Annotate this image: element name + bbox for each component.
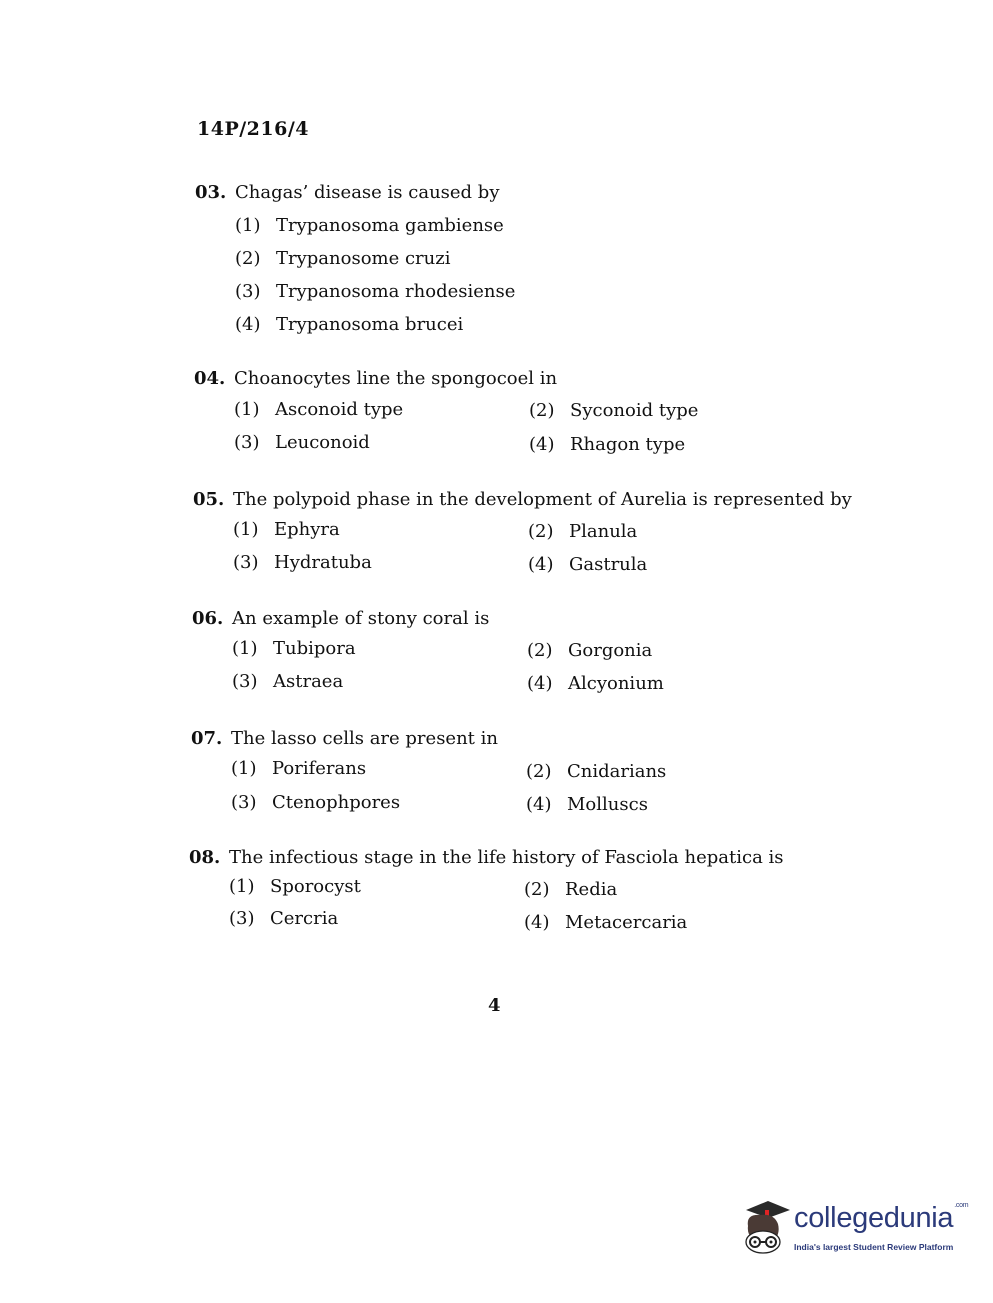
option-2[interactable]: [527, 640, 652, 661]
option-number: (3): [235, 281, 261, 302]
option-text: Sporocyst: [270, 876, 361, 897]
option-number: (1): [232, 638, 258, 659]
question-number: 07.: [191, 728, 223, 749]
question-text: The polypoid phase in the development of Aurelia is represented by: [233, 489, 852, 510]
option-1[interactable]: [231, 758, 366, 779]
question-07: [191, 728, 667, 819]
option-text: Leuconoid: [275, 432, 370, 453]
option-text: Trypanosoma gambiense: [276, 215, 504, 236]
option-number: (3): [233, 552, 259, 573]
question-06: [192, 608, 664, 699]
option-2[interactable]: [526, 761, 666, 782]
page-number: 4: [488, 995, 501, 1016]
option-3[interactable]: [232, 671, 343, 692]
option-1[interactable]: [233, 519, 340, 540]
option-text: Redia: [565, 879, 618, 900]
option-text: Molluscs: [567, 794, 648, 815]
option-text: Astraea: [273, 671, 344, 692]
option-1[interactable]: [232, 638, 356, 659]
option-2[interactable]: [235, 248, 451, 269]
question-text: Chagas’ disease is caused by: [235, 182, 500, 203]
option-text: Cercria: [270, 908, 339, 929]
option-text: Cnidarians: [567, 761, 667, 782]
option-number: (2): [235, 248, 261, 269]
question-number: 03.: [195, 182, 227, 203]
option-1[interactable]: [234, 399, 403, 420]
option-number: (4): [529, 434, 555, 455]
option-number: (4): [524, 912, 550, 933]
option-text: Hydratuba: [274, 552, 372, 573]
option-number: (4): [528, 554, 554, 575]
option-number: (2): [528, 521, 554, 542]
option-number: (4): [526, 794, 552, 815]
option-number: (2): [526, 761, 552, 782]
option-text: Rhagon type: [570, 434, 686, 455]
option-number: (2): [529, 400, 555, 421]
question-03: [195, 182, 516, 335]
option-4[interactable]: [235, 314, 463, 335]
option-2[interactable]: [528, 521, 637, 542]
question-text: Choanocytes line the spongocoel in: [234, 368, 558, 389]
mascot-icon: [738, 1198, 794, 1258]
option-1[interactable]: [229, 876, 361, 897]
option-number: (3): [234, 432, 260, 453]
question-05: [193, 489, 852, 580]
option-4[interactable]: [524, 912, 687, 933]
logo-domain-suffix: .com: [954, 1202, 969, 1209]
option-text: Alcyonium: [568, 673, 664, 694]
option-text: Ephyra: [274, 519, 340, 540]
option-text: Syconoid type: [570, 400, 699, 421]
option-4[interactable]: [526, 794, 648, 815]
question-number: 08.: [189, 847, 221, 868]
option-3[interactable]: [233, 552, 372, 573]
collegedunia-logo[interactable]: [738, 1198, 968, 1258]
option-text: Ctenophpores: [272, 792, 401, 813]
question-08: [189, 847, 784, 938]
option-3[interactable]: [229, 908, 338, 929]
question-number: 06.: [192, 608, 224, 629]
question-text: An example of stony coral is: [232, 608, 490, 629]
option-3[interactable]: [235, 281, 515, 302]
option-text: Gastrula: [569, 554, 648, 575]
option-text: Asconoid type: [275, 399, 404, 420]
option-number: (4): [527, 673, 553, 694]
option-number: (1): [235, 215, 261, 236]
option-number: (1): [229, 876, 255, 897]
option-2[interactable]: [524, 879, 617, 900]
option-4[interactable]: [528, 554, 647, 575]
option-4[interactable]: [529, 434, 685, 455]
question-text: The infectious stage in the life history of Fasciola hepatica is: [229, 847, 784, 868]
option-number: (3): [232, 671, 258, 692]
option-text: Tubipora: [273, 638, 356, 659]
option-number: (1): [231, 758, 257, 779]
question-number: 04.: [194, 368, 226, 389]
option-number: (2): [527, 640, 553, 661]
option-text: Gorgonia: [568, 640, 653, 661]
option-number: (2): [524, 879, 550, 900]
question-number: 05.: [193, 489, 225, 510]
option-1[interactable]: [235, 215, 504, 236]
option-2[interactable]: [529, 400, 698, 421]
option-text: Metacercaria: [565, 912, 688, 933]
option-3[interactable]: [234, 432, 370, 453]
option-text: Trypanosome cruzi: [276, 248, 451, 269]
option-number: (1): [234, 399, 260, 420]
option-text: Trypanosoma rhodesiense: [276, 281, 516, 302]
logo-name-text: collegedunia: [794, 1202, 954, 1234]
question-text: The lasso cells are present in: [231, 728, 498, 749]
option-number: (4): [235, 314, 261, 335]
option-number: (3): [229, 908, 255, 929]
paper-code: 14P/216/4: [197, 118, 309, 140]
option-text: Poriferans: [272, 758, 367, 779]
option-text: Trypanosoma brucei: [276, 314, 464, 335]
logo-tagline: India's largest Student Review Platform: [794, 1242, 954, 1252]
logo-wordmark: [794, 1202, 968, 1235]
option-number: (1): [233, 519, 259, 540]
option-text: Planula: [569, 521, 638, 542]
option-number: (3): [231, 792, 257, 813]
question-04: [194, 368, 699, 459]
option-3[interactable]: [231, 792, 400, 813]
option-4[interactable]: [527, 673, 664, 694]
